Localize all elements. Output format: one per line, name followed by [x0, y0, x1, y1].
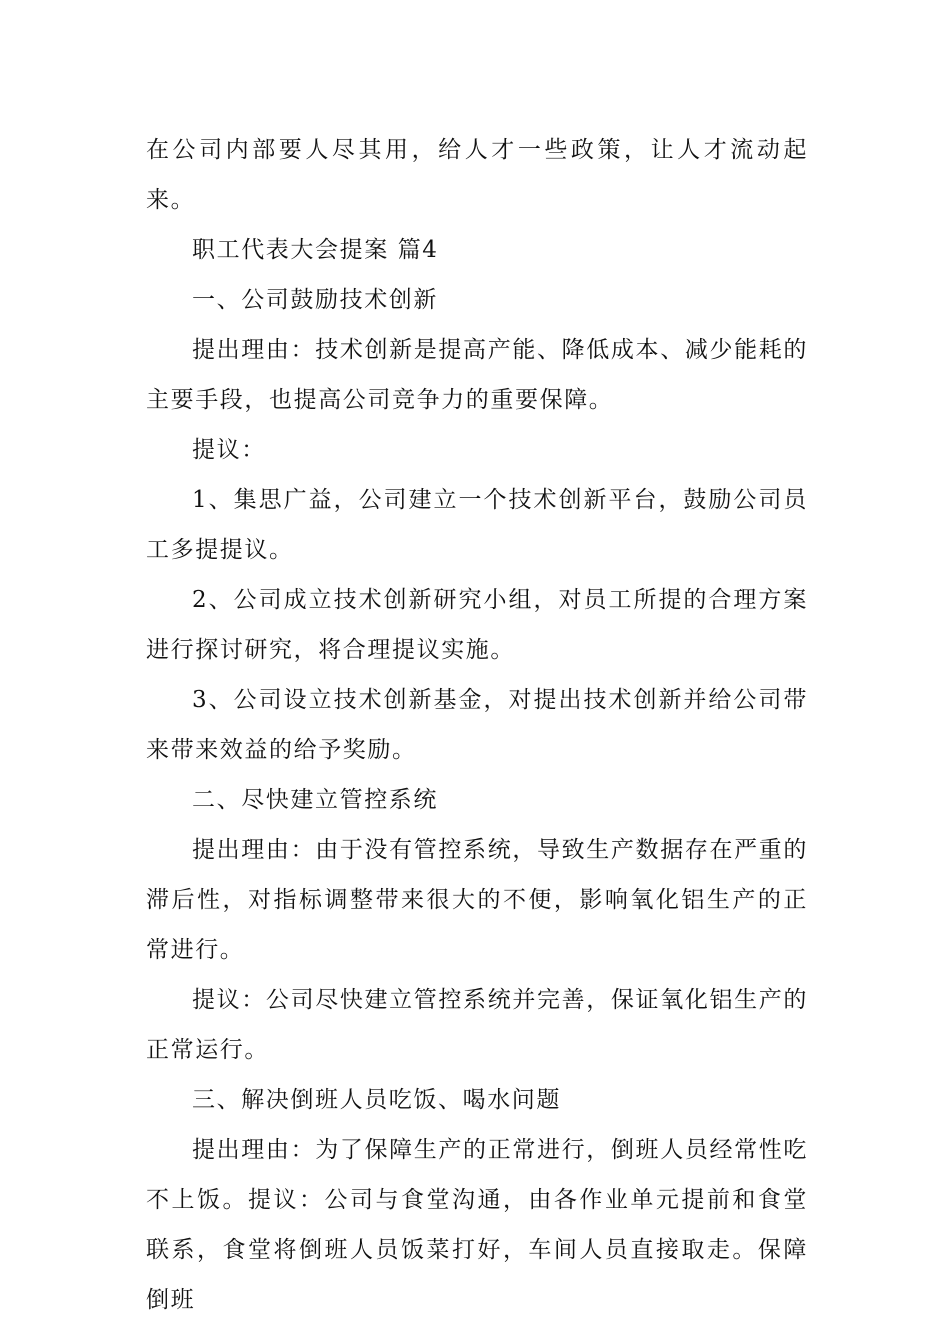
paragraph-reason-control-system: 提出理由：由于没有管控系统，导致生产数据存在严重的滞后性，对指标调整带来很大的不便，影响氧化铝生产的正常进行。 [146, 837, 808, 963]
item-heading-tech-innovation: 一、公司鼓励技术创新 [192, 287, 438, 313]
paragraph-reason-meals-water: 提出理由：为了保障生产的正常进行，倒班人员经常性吃不上饭。提议：公司与食堂沟通，由各作业单元提前和食堂联系，食堂将倒班人员饭菜打好，车间人员直接取走。保障倒班 [146, 1137, 808, 1313]
paragraph-reason-tech-innovation: 提出理由：技术创新是提高产能、降低成本、减少能耗的主要手段，也提高公司竞争力的重要保障。 [146, 337, 808, 413]
paragraph-proposal-control-system: 提议：公司尽快建立管控系统并完善，保证氧化铝生产的正常运行。 [146, 987, 808, 1063]
paragraph-proposal-1: 1、集思广益，公司建立一个技术创新平台，鼓励公司员工多提提议。 [146, 487, 808, 563]
section-heading-proposal-4: 职工代表大会提案 篇4 [192, 237, 439, 263]
paragraph-proposal-3: 3、公司设立技术创新基金，对提出技术创新并给公司带来带来效益的给予奖励。 [146, 687, 808, 763]
item-heading-meals-water: 三、解决倒班人员吃饭、喝水问题 [192, 1087, 561, 1113]
item-heading-control-system: 二、尽快建立管控系统 [192, 787, 438, 813]
paragraph-proposal-2: 2、公司成立技术创新研究小组，对员工所提的合理方案进行探讨研究，将合理提议实施。 [146, 587, 808, 663]
paragraph-proposal-label: 提议： [192, 437, 266, 463]
paragraph-talent-policy: 在公司内部要人尽其用，给人才一些政策，让人才流动起来。 [146, 137, 808, 213]
document-body [146, 125, 808, 1325]
